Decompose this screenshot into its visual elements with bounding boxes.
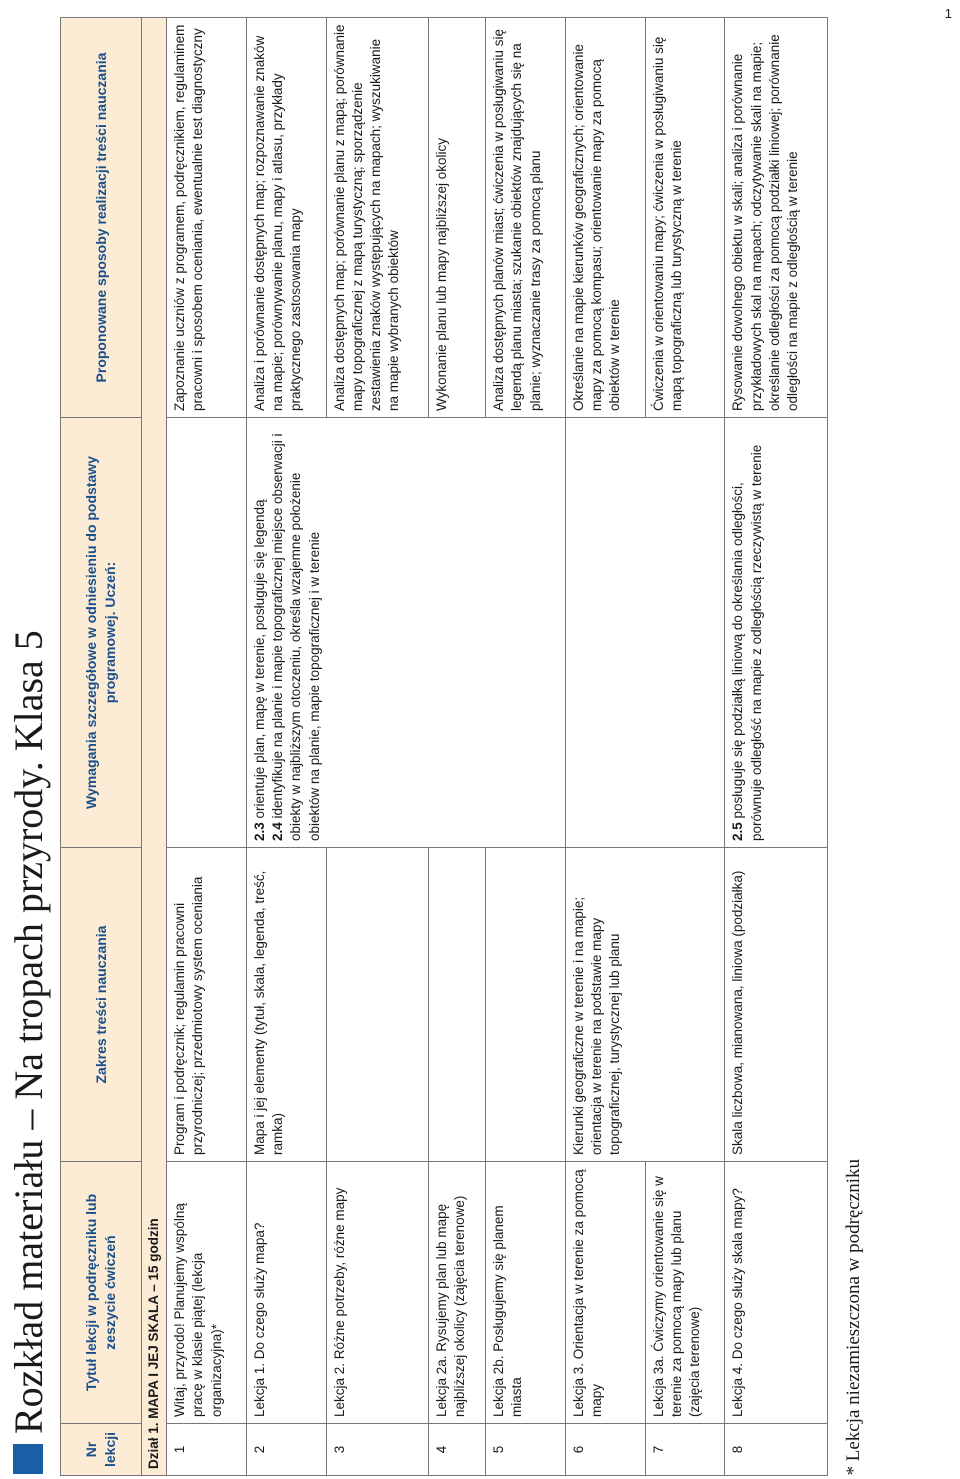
lesson-ways: Rysowanie dowolnego obiektu w skali; analiza i porównanie przykładowych skal na mapach; odczytywanie skali na mapie; określanie odległości za pomocą podziałki liniowej; porównanie odległości na mapie z odległością w terenie xyxy=(725,18,828,418)
lesson-plan-table xyxy=(60,17,828,1476)
lesson-title: Lekcja 4. Do czego służy skala mapy? xyxy=(725,1162,828,1424)
lesson-nr: 4 xyxy=(429,1424,486,1476)
requirement-code: 2.4 xyxy=(270,822,286,841)
lesson-ways: Analiza i porównanie dostępnych map; rozpoznawanie znaków na mapie; porównywanie planu, mapy i atlasu, przykłady praktycznego zastosowania mapy xyxy=(246,18,326,418)
lesson-requirements xyxy=(725,418,828,848)
lesson-scope: Mapa i jej elementy (tytuł, skala, legenda, treść, ramka) xyxy=(246,848,326,1162)
lesson-scope: Kierunki geograficzne w terenie i na mapie; orientacja w terenie na podstawie mapy topograficznej, turystycznej lub planu xyxy=(565,848,724,1162)
lesson-title: Lekcja 3a. Ćwiczymy orientowanie się w terenie za pomocą mapy lub planu (zajęcia terenowe) xyxy=(645,1162,725,1424)
section-title: Dział 1. MAPA I JEJ SKALA – 15 godzin xyxy=(142,18,167,1476)
page-title: Rozkład materiału – Na tropach przyrody. Klasa 5 xyxy=(5,630,51,1434)
header-title: Tytuł lekcji w podręczniku lub zeszycie ćwiczeń xyxy=(61,1162,142,1424)
header-nr: Nr lekcji xyxy=(61,1424,142,1476)
requirement-item xyxy=(729,424,765,841)
lesson-ways: Wykonanie planu lub mapy najbliższej okolicy xyxy=(429,18,486,418)
lesson-ways: Ćwiczenia w orientowaniu mapy; ćwiczenia w posługiwaniu się mapą topograficzną lub turystyczną w terenie xyxy=(645,18,725,418)
page-number: 1 xyxy=(944,6,952,21)
table-row xyxy=(725,18,828,1476)
lesson-requirements xyxy=(565,418,724,848)
lesson-nr: 2 xyxy=(246,1424,326,1476)
lesson-scope: Skala liczbowa, mianowana, liniowa (podziałka) xyxy=(725,848,828,1162)
lesson-title: Lekcja 3. Orientacja w terenie za pomocą mapy xyxy=(565,1162,645,1424)
lesson-scope: Program i podręcznik; regulamin pracowni przyrodniczej; przedmiotowy system oceniania xyxy=(167,848,247,1162)
requirement-code: 2.5 xyxy=(730,822,746,841)
header-ways: Proponowane sposoby realizacji treści nauczania xyxy=(61,18,142,418)
table-row xyxy=(565,18,645,1476)
table-row xyxy=(167,18,247,1476)
lesson-ways: Określanie na mapie kierunków geograficznych; orientowanie mapy za pomocą kompasu; orientowanie mapy za pomocą obiektów w terenie xyxy=(565,18,645,418)
lesson-ways: Analiza dostępnych map; porównanie planu z mapą; porównanie mapy topograficznej z mapą turystyczną; sporządzenie zestawienia znaków występujących na mapach; wyszukiwanie na mapie wybranych obiektów xyxy=(326,18,429,418)
requirement-text: orientuje plan, mapę w terenie, posługuje się legendą xyxy=(251,499,267,823)
lesson-title: Witaj, przyrodo! Planujemy wspólną pracę w klasie piątej (lekcja organizacyjna)* xyxy=(167,1162,247,1424)
requirement-text: identyfikuje na planie i mapie topograficznej miejsce obserwacji i obiekty w najbliższym otoczeniu, określa wzajemne położenie obiektów na planie, mapie topograficznej i w terenie xyxy=(270,433,322,841)
page-title-band xyxy=(4,4,52,1474)
lesson-requirements xyxy=(167,418,247,848)
lesson-scope xyxy=(486,848,566,1162)
requirement-text: posługuje się podziałką liniową do określania odległości, porównuje odległość na mapie z odległością rzeczywistą w terenie xyxy=(730,444,764,841)
lesson-requirements xyxy=(246,418,565,848)
table-row xyxy=(246,18,326,1476)
lesson-scope xyxy=(326,848,429,1162)
lesson-ways: Analiza dostępnych planów miast; ćwiczenia w posługiwaniu się legendą planu miasta; szukanie obiektów znajdujących się na planie; wyznaczanie trasy za pomocą planu xyxy=(486,18,566,418)
lesson-scope xyxy=(429,848,486,1162)
lesson-title: Lekcja 2b. Posługujemy się planem miasta xyxy=(486,1162,566,1424)
lesson-title: Lekcja 2. Różne potrzeby, różne mapy xyxy=(326,1162,429,1424)
lesson-plan-table-container xyxy=(60,18,828,1476)
lesson-title: Lekcja 1. Do czego służy mapa? xyxy=(246,1162,326,1424)
lesson-nr: 8 xyxy=(725,1424,828,1476)
requirement-item xyxy=(269,424,324,841)
header-scope: Zakres treści nauczania xyxy=(61,848,142,1162)
title-square-icon xyxy=(13,1444,43,1474)
lesson-nr: 1 xyxy=(167,1424,247,1476)
requirement-item xyxy=(251,424,269,841)
lesson-nr: 5 xyxy=(486,1424,566,1476)
section-row xyxy=(142,18,167,1476)
table-header-row xyxy=(61,18,142,1476)
header-requirements: Wymagania szczegółowe w odniesieniu do podstawy programowej. Uczeń: xyxy=(61,418,142,848)
requirement-code: 2.3 xyxy=(251,822,267,841)
lesson-nr: 7 xyxy=(645,1424,725,1476)
lesson-nr: 3 xyxy=(326,1424,429,1476)
footnote: * Lekcja niezamieszczona w podręczniku xyxy=(843,1158,864,1475)
lesson-nr: 6 xyxy=(565,1424,645,1476)
footnote-band xyxy=(838,1030,870,1475)
lesson-title: Lekcja 2a. Rysujemy plan lub mapę najbliższej okolicy (zajęcia terenowe) xyxy=(429,1162,486,1424)
lesson-ways: Zapoznanie uczniów z programem, podręcznikiem, regulaminem pracowni i sposobem oceniania, ewentualnie test diagnostyczny xyxy=(167,18,247,418)
